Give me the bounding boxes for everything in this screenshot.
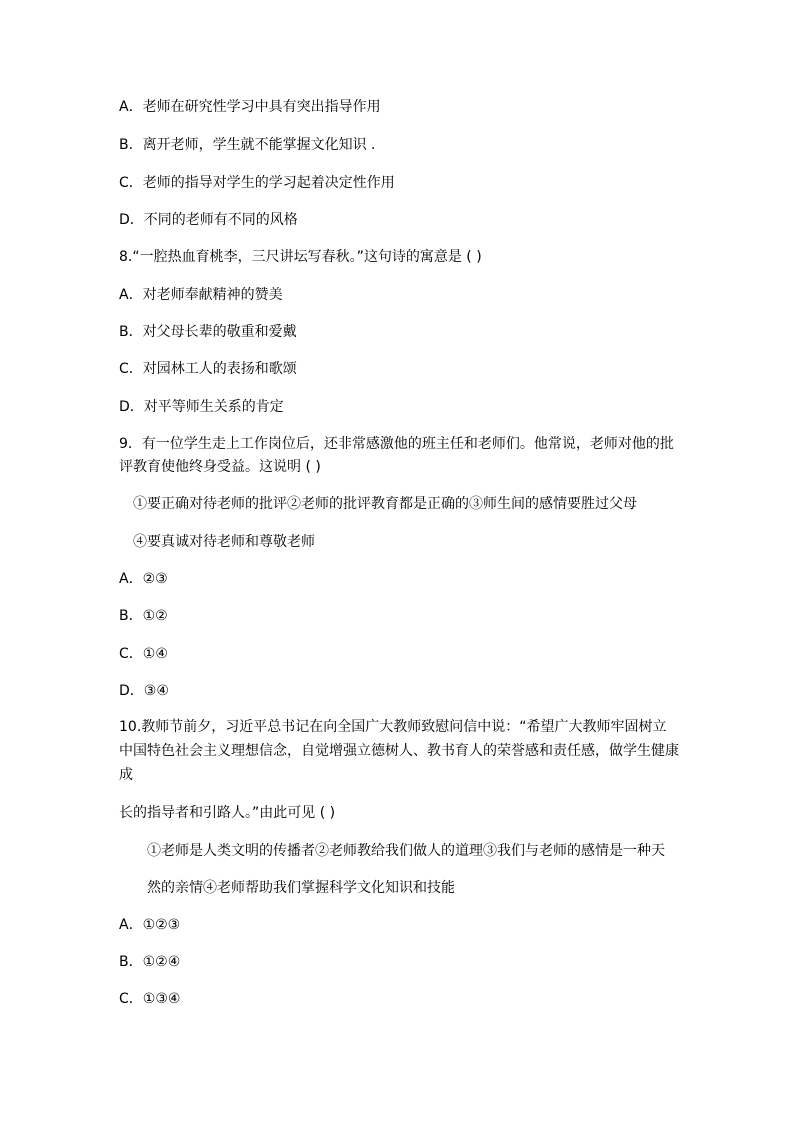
question-9-line-2: 评教育使他终身受益。这说明 ( ) xyxy=(119,459,321,475)
option-8d: D．对平等师生关系的肯定 xyxy=(119,399,284,415)
question-9-statements-line-1: ①要正确对待老师的批评②老师的批评教育都是正确的③师生间的感情要胜过父母 xyxy=(133,496,637,512)
question-10-line-1: 10.教师节前夕，习近平总书记在向全国广大教师致慰问信中说：“希望广大教师牢固树立 xyxy=(119,719,667,735)
option-9b: B．①② xyxy=(119,608,168,624)
question-10-statements-line-2: 然的亲情④老师帮助我们掌握科学文化知识和技能 xyxy=(147,880,455,896)
option-7d: D．不同的老师有不同的风格 xyxy=(119,212,298,228)
option-7c: C．老师的指导对学生的学习起着决定性作用 xyxy=(119,175,395,191)
option-10c: C．①③④ xyxy=(119,991,181,1007)
question-10-line-3: 成 xyxy=(119,767,133,783)
option-7b: B．离开老师，学生就不能掌握文化知识 . xyxy=(119,137,376,153)
question-9-line-1: 9．有一位学生走上工作岗位后，还非常感激他的班主任和老师们。他常说，老师对他的批 xyxy=(119,436,674,452)
question-9-statements-line-2: ④要真诚对待老师和尊敬老师 xyxy=(133,534,315,550)
option-8b: B．对父母长辈的敬重和爱戴 xyxy=(119,324,297,340)
question-10-line-4: 长的指导者和引路人。”由此可见 ( ) xyxy=(119,805,336,821)
option-7a: A．老师在研究性学习中具有突出指导作用 xyxy=(119,99,381,115)
option-10b: B．①②④ xyxy=(119,954,181,970)
option-9c: C．①④ xyxy=(119,646,168,662)
question-10-statements-line-1: ①老师是人类文明的传播者②老师教给我们做人的道理③我们与老师的感情是一种天 xyxy=(147,843,665,859)
question-10-line-2: 中国特色社会主义理想信念，自觉增强立德树人、教书育人的荣誉感和责任感，做学生健康 xyxy=(119,743,679,759)
option-10a: A．①②③ xyxy=(119,917,181,933)
option-9d: D．③④ xyxy=(119,683,169,699)
question-8: 8.“一腔热血育桃李，三尺讲坛写春秋。”这句诗的寓意是 ( ) xyxy=(119,249,482,265)
option-9a: A．②③ xyxy=(119,571,168,587)
option-8c: C．对园林工人的表扬和歌颂 xyxy=(119,361,297,377)
option-8a: A．对老师奉献精神的赞美 xyxy=(119,287,283,303)
